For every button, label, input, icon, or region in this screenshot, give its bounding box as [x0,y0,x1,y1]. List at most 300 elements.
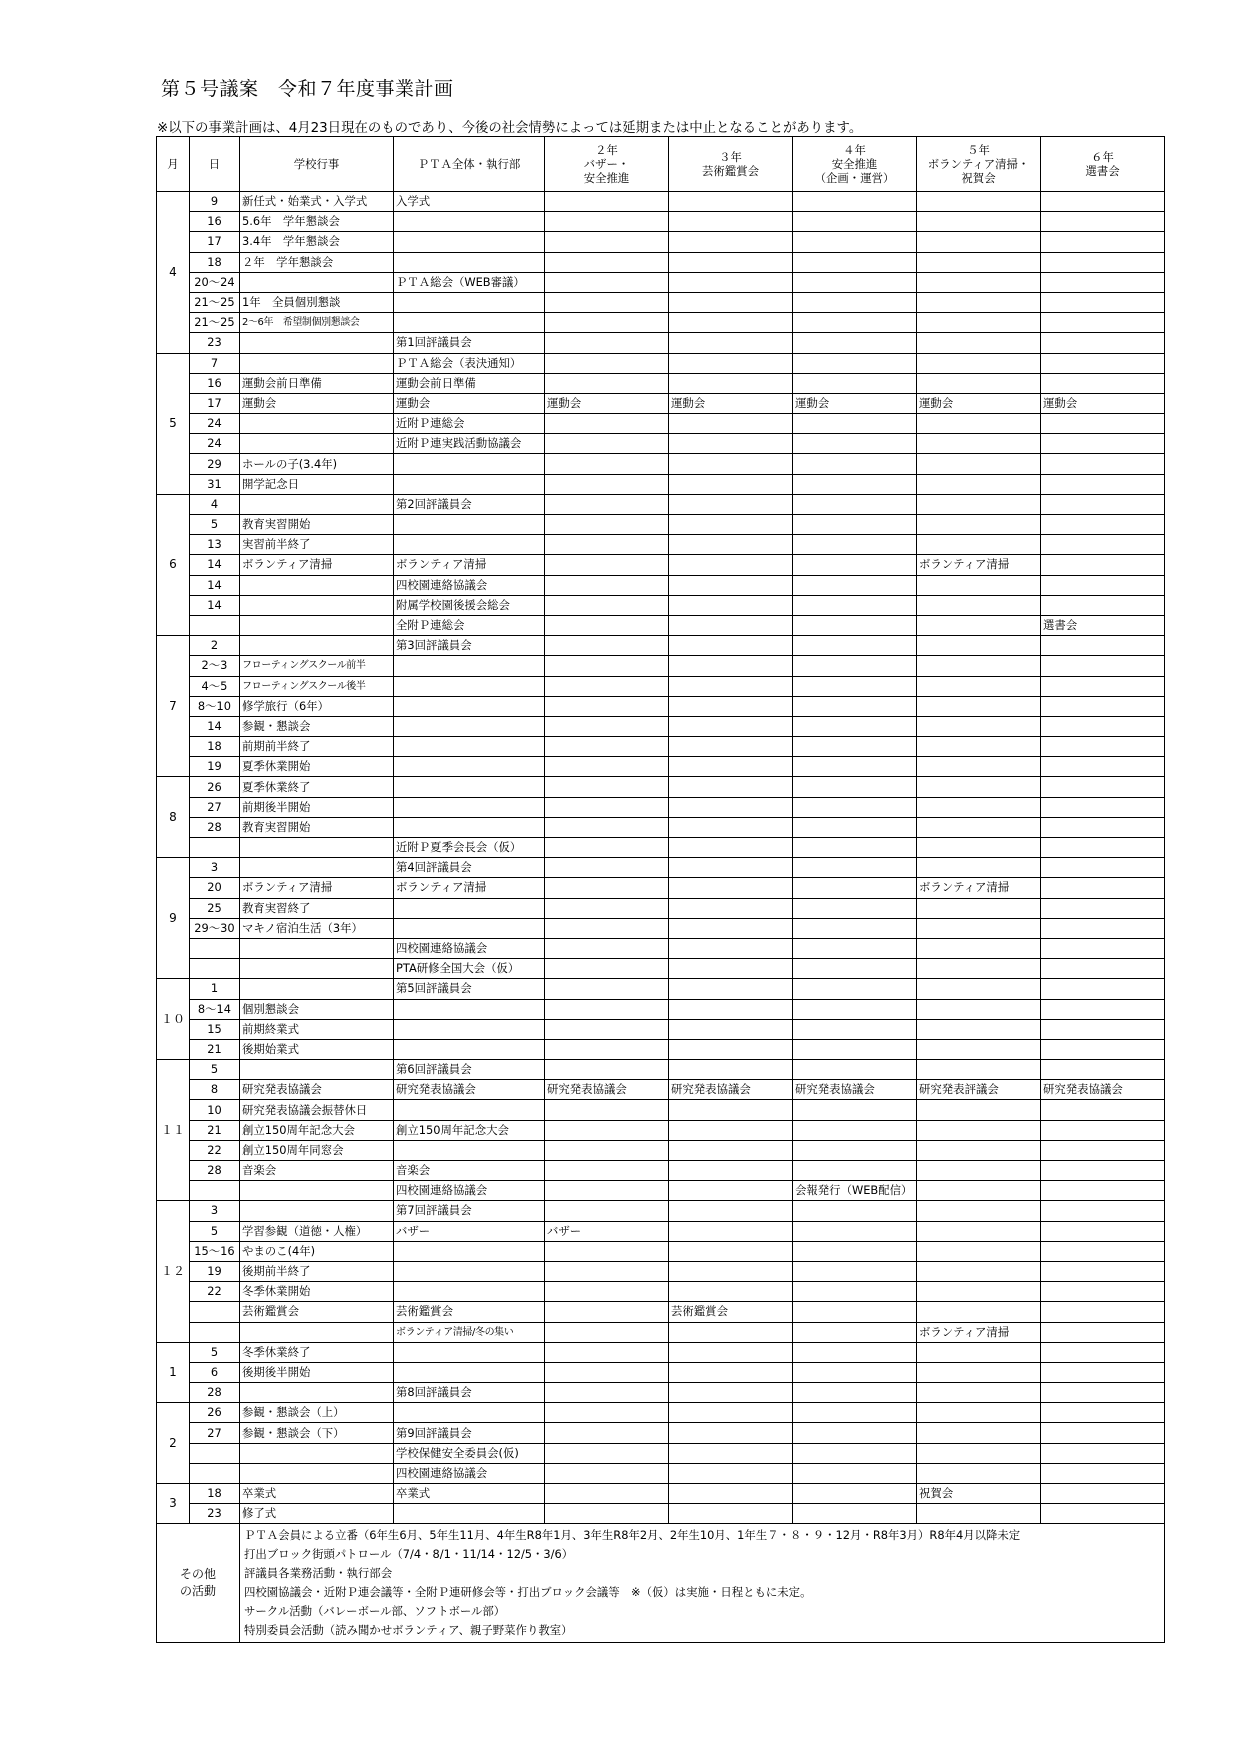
g6-cell [1041,817,1165,837]
school-cell [240,979,394,999]
g3-cell [669,1241,793,1261]
school-cell: 芸術鑑賞会 [240,1302,394,1322]
table-row [157,313,1165,333]
g2-cell [545,1241,669,1261]
g3-cell [669,1443,793,1463]
table-row [157,252,1165,272]
g5-cell [917,1019,1041,1039]
g4-cell [793,1201,917,1221]
day-cell: 28 [190,1161,240,1181]
g6-cell [1041,696,1165,716]
table-row [157,817,1165,837]
g5-cell [917,938,1041,958]
g5-cell [917,1221,1041,1241]
g3-cell [669,494,793,514]
g5-cell [917,1342,1041,1362]
pta-cell: 運動会 [394,393,545,413]
g4-cell [793,777,917,797]
pta-cell [394,696,545,716]
g2-cell [545,1463,669,1483]
school-cell: 前期前半終了 [240,737,394,757]
g6-cell [1041,1302,1165,1322]
pta-cell: PTA研修全国大会（仮） [394,959,545,979]
g4-cell [793,898,917,918]
g5-cell [917,797,1041,817]
day-cell [190,1443,240,1463]
g5-cell [917,898,1041,918]
g5-cell [917,1241,1041,1261]
g6-cell [1041,494,1165,514]
school-cell [240,636,394,656]
table-row [157,1019,1165,1039]
table-row [157,676,1165,696]
g4-cell [793,292,917,312]
g3-cell [669,1019,793,1039]
g4-cell [793,1322,917,1342]
g6-cell [1041,333,1165,353]
school-cell: 研究発表協議会振替休日 [240,1100,394,1120]
g4-cell [793,575,917,595]
g4-cell: 研究発表協議会 [793,1080,917,1100]
school-cell: マキノ宿泊生活（3年） [240,918,394,938]
table-row [157,1161,1165,1181]
g3-cell [669,938,793,958]
g4-cell [793,1100,917,1120]
g4-cell [793,918,917,938]
g6-cell [1041,212,1165,232]
g2-cell [545,292,669,312]
g5-cell [917,1504,1041,1524]
table-row [157,1322,1165,1342]
g3-cell [669,817,793,837]
notice-text: ※以下の事業計画は、4月23日現在のものであり、今後の社会情勢によっては延期または中止となることがあります。 [157,121,863,136]
g4-cell [793,817,917,837]
school-cell: フローティングスクール前半 [240,656,394,676]
g4-cell: 会報発行（WEB配信） [793,1181,917,1201]
g3-cell [669,757,793,777]
g6-cell [1041,1423,1165,1443]
g6-cell [1041,434,1165,454]
g2-cell [545,1383,669,1403]
g4-cell [793,797,917,817]
day-cell: 13 [190,535,240,555]
school-cell: 夏季休業終了 [240,777,394,797]
g4-cell [793,1362,917,1382]
pta-cell: 卒業式 [394,1484,545,1504]
header-grade-2: ２年 バザー・ 安全推進 [545,137,669,192]
pta-cell [394,898,545,918]
pta-cell: 四校園連絡協議会 [394,575,545,595]
g4-cell [793,192,917,212]
pta-cell [394,1100,545,1120]
table-row [157,272,1165,292]
g3-cell: 研究発表協議会 [669,1080,793,1100]
table-row [157,656,1165,676]
pta-cell [394,1039,545,1059]
g6-cell [1041,797,1165,817]
pta-cell: 近附Ｐ連実践活動協議会 [394,434,545,454]
school-cell: 新任式・始業式・入学式 [240,192,394,212]
g6-cell [1041,373,1165,393]
table-row [157,434,1165,454]
table-row [157,393,1165,413]
school-cell: 3.4年 学年懇談会 [240,232,394,252]
day-cell: 21～25 [190,313,240,333]
day-cell: 20～24 [190,272,240,292]
g5-cell [917,454,1041,474]
g2-cell [545,737,669,757]
g2-cell [545,1504,669,1524]
day-cell: 28 [190,817,240,837]
table-row [157,192,1165,212]
g6-cell [1041,1322,1165,1342]
pta-cell: 第4回評議員会 [394,858,545,878]
table-row [157,1221,1165,1241]
g2-cell [545,858,669,878]
g3-cell [669,1342,793,1362]
pta-cell [394,1019,545,1039]
g2-cell [545,313,669,333]
g4-cell [793,1120,917,1140]
other-activities-label: その他 の活動 [157,1524,240,1643]
g2-cell [545,878,669,898]
day-cell: 18 [190,252,240,272]
school-cell [240,858,394,878]
g5-cell [917,434,1041,454]
g2-cell [545,676,669,696]
g6-cell [1041,1463,1165,1483]
g4-cell [793,737,917,757]
g5-cell [917,313,1041,333]
pta-cell: ＰＴＡ総会（表決通知） [394,353,545,373]
g5-cell [917,474,1041,494]
day-cell: 6 [190,1362,240,1382]
g3-cell [669,1100,793,1120]
g4-cell [793,1241,917,1261]
pta-cell [394,737,545,757]
day-cell: 27 [190,797,240,817]
g6-cell [1041,353,1165,373]
g4-cell [793,1140,917,1160]
g2-cell [545,353,669,373]
g3-cell [669,838,793,858]
table-row [157,1261,1165,1281]
g2-cell [545,1403,669,1423]
day-cell: 17 [190,232,240,252]
table-row [157,1181,1165,1201]
g6-cell [1041,535,1165,555]
table-row [157,515,1165,535]
g4-cell [793,494,917,514]
g3-cell [669,1282,793,1302]
day-cell: 5 [190,1221,240,1241]
g5-cell [917,777,1041,797]
g4-cell [793,1342,917,1362]
pta-cell: ＰＴＡ総会（WEB審議） [394,272,545,292]
g4-cell [793,353,917,373]
g4-cell [793,474,917,494]
g5-cell [917,737,1041,757]
g4-cell [793,1403,917,1423]
g4-cell [793,1504,917,1524]
table-row [157,716,1165,736]
g3-cell [669,1181,793,1201]
school-cell: 開学記念日 [240,474,394,494]
school-cell [240,595,394,615]
g6-cell [1041,1403,1165,1423]
g5-cell [917,999,1041,1019]
g6-cell [1041,1181,1165,1201]
pta-cell [394,1282,545,1302]
school-cell: 音楽会 [240,1161,394,1181]
g2-cell [545,272,669,292]
g3-cell [669,858,793,878]
g3-cell [669,737,793,757]
table-row [157,1140,1165,1160]
g3-cell [669,1201,793,1221]
school-cell: 前期後半開始 [240,797,394,817]
g2-cell [545,1140,669,1160]
g3-cell [669,615,793,635]
g5-cell [917,1161,1041,1181]
table-row [157,1060,1165,1080]
pta-cell [394,212,545,232]
table-row [157,1403,1165,1423]
header-grade-4: ４年 安全推進 （企画・運営） [793,137,917,192]
g2-cell [545,192,669,212]
g6-cell [1041,676,1165,696]
pta-cell: 全附Ｐ連総会 [394,615,545,635]
g6-cell [1041,636,1165,656]
day-cell [190,838,240,858]
g2-cell [545,333,669,353]
g4-cell [793,313,917,333]
table-row [157,1201,1165,1221]
month-cell: 5 [157,353,190,494]
g4-cell [793,716,917,736]
g6-cell [1041,979,1165,999]
g5-cell [917,676,1041,696]
g4-cell [793,1221,917,1241]
pta-cell: ボランティア清掃 [394,878,545,898]
g5-cell [917,1362,1041,1382]
g3-cell [669,1039,793,1059]
g5-cell [917,615,1041,635]
pta-cell: 四校園連絡協議会 [394,1181,545,1201]
g6-cell [1041,1039,1165,1059]
g2-cell [545,535,669,555]
pta-cell: 第2回評議員会 [394,494,545,514]
g4-cell [793,959,917,979]
pta-cell [394,656,545,676]
g3-cell [669,1362,793,1382]
g3-cell [669,636,793,656]
table-row [157,494,1165,514]
g4-cell [793,333,917,353]
g6-cell [1041,252,1165,272]
g6-cell [1041,656,1165,676]
pta-cell: 第1回評議員会 [394,333,545,353]
table-row [157,737,1165,757]
g6-cell [1041,959,1165,979]
g2-cell [545,1443,669,1463]
day-cell: 9 [190,192,240,212]
header-row [157,137,1165,192]
school-cell: 2～6年 希望制個別懇談会 [240,313,394,333]
day-cell: 21 [190,1120,240,1140]
g5-cell [917,595,1041,615]
pta-cell [394,1504,545,1524]
g6-cell [1041,777,1165,797]
g3-cell [669,716,793,736]
g4-cell [793,1383,917,1403]
g3-cell [669,232,793,252]
g6-cell [1041,1100,1165,1120]
day-cell: 15 [190,1019,240,1039]
pta-cell [394,474,545,494]
school-cell: 後期始業式 [240,1039,394,1059]
school-cell: 後期前半終了 [240,1261,394,1281]
g4-cell: 運動会 [793,393,917,413]
g5-cell [917,1282,1041,1302]
g2-cell [545,1181,669,1201]
event-plan-table [156,136,1165,1643]
g4-cell [793,1282,917,1302]
pta-cell: 近附Ｐ連総会 [394,414,545,434]
g2-cell [545,656,669,676]
g4-cell [793,414,917,434]
school-cell [240,575,394,595]
g3-cell [669,292,793,312]
pta-cell: 第6回評議員会 [394,1060,545,1080]
g5-cell [917,1100,1041,1120]
g3-cell [669,878,793,898]
g5-cell: ボランティア清掃 [917,878,1041,898]
g2-cell [545,1161,669,1181]
table-row [157,1080,1165,1100]
day-cell [190,1463,240,1483]
school-cell: 5.6年 学年懇談会 [240,212,394,232]
day-cell: 14 [190,555,240,575]
g5-cell: ボランティア清掃 [917,1322,1041,1342]
g2-cell [545,1423,669,1443]
school-cell: フローティングスクール後半 [240,676,394,696]
g4-cell [793,1484,917,1504]
pta-cell [394,232,545,252]
g6-cell [1041,595,1165,615]
day-cell: 22 [190,1282,240,1302]
school-cell: 参観・懇談会（上） [240,1403,394,1423]
day-cell: 8～14 [190,999,240,1019]
g3-cell [669,1463,793,1483]
g5-cell [917,1423,1041,1443]
g6-cell [1041,1282,1165,1302]
g5-cell [917,757,1041,777]
school-cell: 冬季休業開始 [240,1282,394,1302]
month-cell: 1 [157,1342,190,1403]
g6-cell [1041,555,1165,575]
day-cell: 23 [190,1504,240,1524]
g5-cell [917,838,1041,858]
g6-cell [1041,1383,1165,1403]
g2-cell [545,979,669,999]
g5-cell [917,494,1041,514]
g2-cell [545,817,669,837]
g6-cell: 選書会 [1041,615,1165,635]
pta-cell: 学校保健安全委員会(仮) [394,1443,545,1463]
pta-cell [394,535,545,555]
g2-cell [545,777,669,797]
table-row [157,636,1165,656]
table-row [157,353,1165,373]
g4-cell [793,1443,917,1463]
g3-cell [669,999,793,1019]
school-cell: 創立150周年同窓会 [240,1140,394,1160]
day-cell: 8 [190,1080,240,1100]
g5-cell [917,1443,1041,1463]
school-cell: ボランティア清掃 [240,555,394,575]
g5-cell: 研究発表評議会 [917,1080,1041,1100]
g6-cell [1041,1161,1165,1181]
pta-cell [394,1362,545,1382]
g3-cell [669,272,793,292]
g6-cell [1041,858,1165,878]
school-cell: 修了式 [240,1504,394,1524]
g5-cell [917,858,1041,878]
g3-cell [669,1140,793,1160]
g4-cell [793,1261,917,1281]
g6-cell [1041,292,1165,312]
g6-cell [1041,1241,1165,1261]
table-row [157,1342,1165,1362]
school-cell: 参観・懇談会（下） [240,1423,394,1443]
day-cell: 18 [190,1484,240,1504]
g2-cell [545,797,669,817]
g3-cell [669,535,793,555]
g6-cell [1041,454,1165,474]
table-row [157,918,1165,938]
g4-cell [793,676,917,696]
school-cell [240,1383,394,1403]
g4-cell [793,252,917,272]
g6-cell [1041,1362,1165,1382]
g5-cell [917,1140,1041,1160]
day-cell [190,1181,240,1201]
g2-cell [545,757,669,777]
pta-cell [394,676,545,696]
g6-cell [1041,575,1165,595]
g3-cell [669,252,793,272]
g5-cell [917,959,1041,979]
g5-cell [917,696,1041,716]
header-pta-executive: ＰＴＡ全体・執行部 [394,137,545,192]
g6-cell [1041,918,1165,938]
g2-cell [545,938,669,958]
school-cell [240,959,394,979]
header-grade-5: ５年 ボランティア清掃・ 祝賀会 [917,137,1041,192]
day-cell: 23 [190,333,240,353]
g3-cell [669,595,793,615]
g5-cell [917,1039,1041,1059]
g4-cell [793,434,917,454]
table-row [157,979,1165,999]
g2-cell [545,414,669,434]
pta-cell [394,313,545,333]
g3-cell [669,696,793,716]
pta-cell [394,999,545,1019]
table-row [157,838,1165,858]
g2-cell [545,1484,669,1504]
